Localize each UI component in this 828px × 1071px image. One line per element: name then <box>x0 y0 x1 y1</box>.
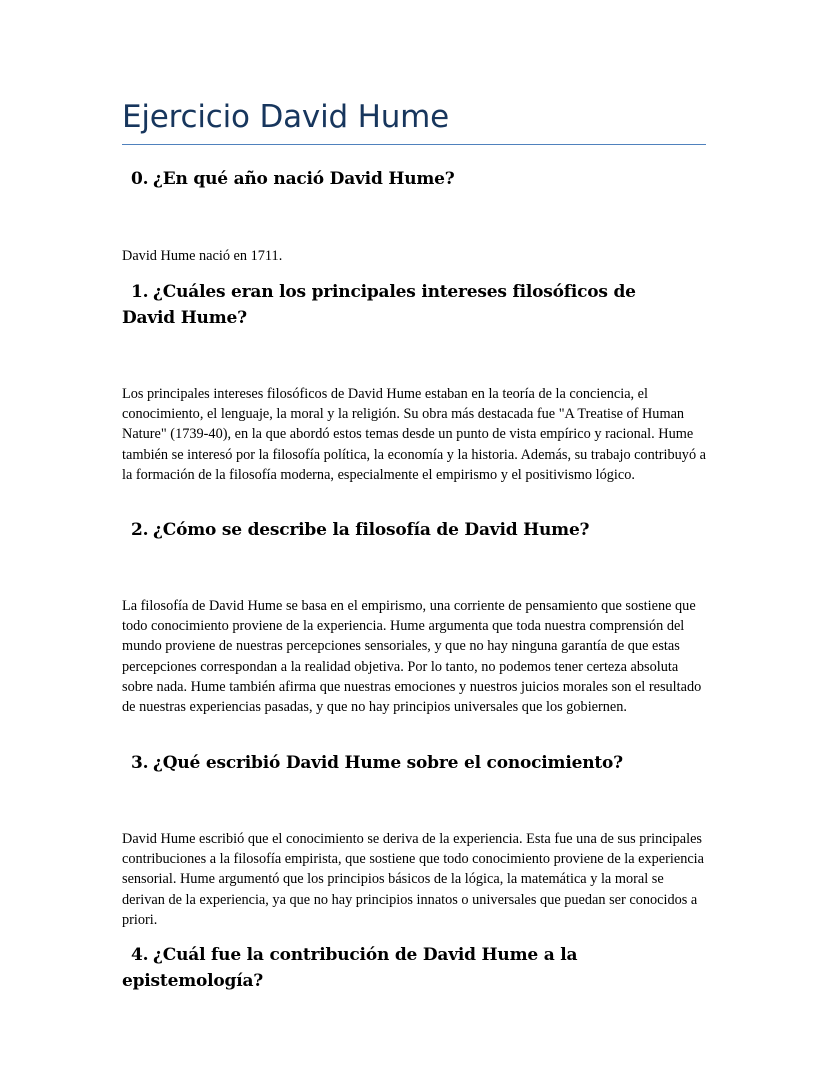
answer-0: David Hume nació en 1711. <box>122 248 283 264</box>
document-title: Ejercicio David Hume <box>122 99 450 135</box>
question-0 <box>122 166 706 192</box>
answer-3: David Hume escribió que el conocimiento se deriva de la experiencia. Esta fue una de sus principales contribuciones a la filosofía empirista, que sostiene que todo conocimiento proviene de la experiencia sensorial. Hume argumentó que los principios básicos de la lógica, la matemática y la moral se derivan de la experiencia, ya que no hay principios innatos o universales que puedan ser conocidos a priori. <box>122 831 705 928</box>
question-number: 4. <box>131 945 149 965</box>
question-3 <box>122 750 706 776</box>
question-number: 2. <box>131 520 149 540</box>
question-text: ¿Cuáles eran los principales intereses filosóficos de David Hume? <box>122 282 636 328</box>
question-text: ¿Qué escribió David Hume sobre el conocimiento? <box>153 753 623 773</box>
question-2 <box>122 517 706 543</box>
question-1 <box>122 279 682 331</box>
question-number: 0. <box>131 169 149 189</box>
title-underline <box>122 144 706 145</box>
answer-1: Los principales intereses filosóficos de David Hume estaban en la teoría de la conciencia, el conocimiento, el lenguaje, la moral y la religión. Su obra más destacada fue "A Treatise of Human Nature" (1739-40), en la que abordó estos temas desde un punto de vista empírico y racional. Hume también se interesó por la filosofía política, la economía y la historia. Además, su trabajo contribuyó a la formación de la filosofía moderna, especialmente el empirismo y el positivismo lógico. <box>122 386 707 483</box>
question-number: 1. <box>131 282 149 302</box>
question-text: ¿En qué año nació David Hume? <box>153 169 455 189</box>
question-number: 3. <box>131 753 149 773</box>
question-text: ¿Cuál fue la contribución de David Hume a la epistemología? <box>122 945 578 991</box>
question-4 <box>122 942 706 994</box>
answer-2: La filosofía de David Hume se basa en el empirismo, una corriente de pensamiento que sostiene que todo conocimiento proviene de la experiencia. Hume argumenta que toda nuestra comprensión del mundo proviene de nuestras percepciones sensoriales, y que no hay ninguna garantía de que estas percepciones correspondan a la realidad objetiva. Por lo tanto, no podemos tener certeza absoluta sobre nada. Hume también afirma que nuestras emociones y nuestros juicios morales son el resultado de nuestras experiencias pasadas, y que no hay principios universales que los gobiernen. <box>122 598 702 716</box>
question-text: ¿Cómo se describe la filosofía de David Hume? <box>153 520 590 540</box>
